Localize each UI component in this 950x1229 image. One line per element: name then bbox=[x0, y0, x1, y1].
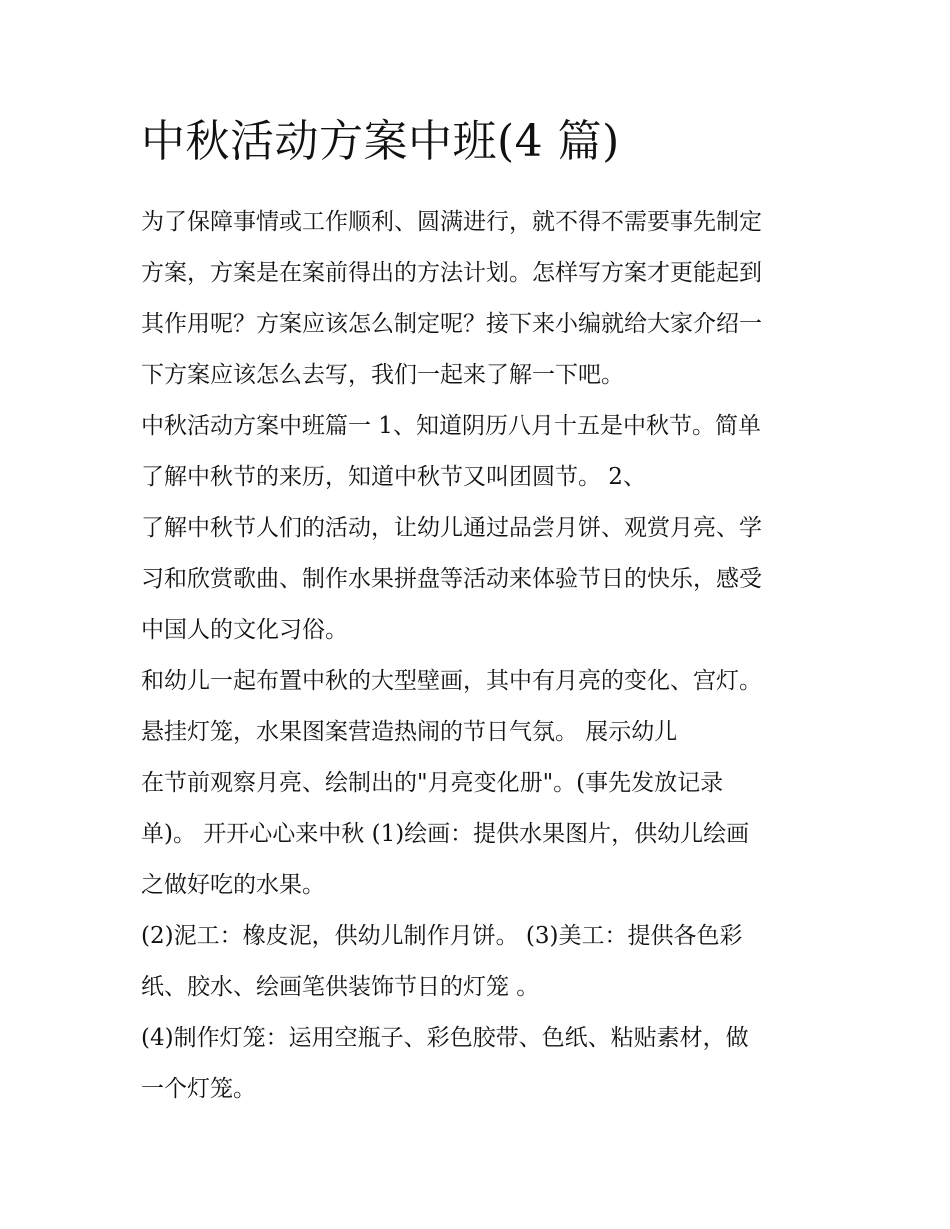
text-line: 方案，方案是在案前得出的方法计划。怎样写方案才更能起到 bbox=[141, 260, 762, 286]
text-line: 纸、胶水、绘画笔供装饰节日的灯笼 。 bbox=[141, 974, 540, 1000]
text-line: 中国人的文化习俗。 bbox=[141, 617, 348, 643]
text-line: 习和欣赏歌曲、制作水果拼盘等活动来体验节日的快乐，感受 bbox=[141, 566, 762, 592]
text-line: (2)泥工：橡皮泥，供幼儿制作月饼。 (3)美工：提供各色彩 bbox=[141, 923, 743, 949]
text-line: 了解中秋节的来历，知道中秋节又叫团圆节。 2、 bbox=[141, 464, 646, 490]
text-line: 为了保障事情或工作顺利、圆满进行，就不得不需要事先制定 bbox=[141, 209, 762, 235]
text-line: 和幼儿一起布置中秋的大型壁画，其中有月亮的变化、宫灯。 bbox=[141, 668, 762, 694]
text-line: 下方案应该怎么去写，我们一起来了解一下吧。 bbox=[141, 362, 624, 388]
text-line: 在节前观察月亮、绘制出的"月亮变化册"。(事先发放记录 bbox=[141, 770, 724, 796]
text-line: 其作用呢？方案应该怎么制定呢？接下来小编就给大家介绍一 bbox=[141, 311, 762, 337]
text-line: 中秋活动方案中班篇一 1、知道阴历八月十五是中秋节。简单 bbox=[141, 413, 761, 439]
text-line: 了解中秋节人们的活动，让幼儿通过品尝月饼、观赏月亮、学 bbox=[141, 515, 762, 541]
text-line: (4)制作灯笼：运用空瓶子、彩色胶带、色纸、粘贴素材，做 bbox=[141, 1025, 749, 1051]
text-line: 一个灯笼。 bbox=[141, 1076, 256, 1102]
document-body bbox=[141, 197, 831, 1115]
text-line: 悬挂灯笼，水果图案营造热闹的节日气氛。 展示幼儿 bbox=[141, 719, 678, 745]
text-line: 单)。 开开心心来中秋 (1)绘画：提供水果图片，供幼儿绘画 bbox=[141, 821, 750, 847]
document-title: 中秋活动方案中班(4 篇) bbox=[141, 116, 620, 167]
text-line: 之做好吃的水果。 bbox=[141, 872, 325, 898]
